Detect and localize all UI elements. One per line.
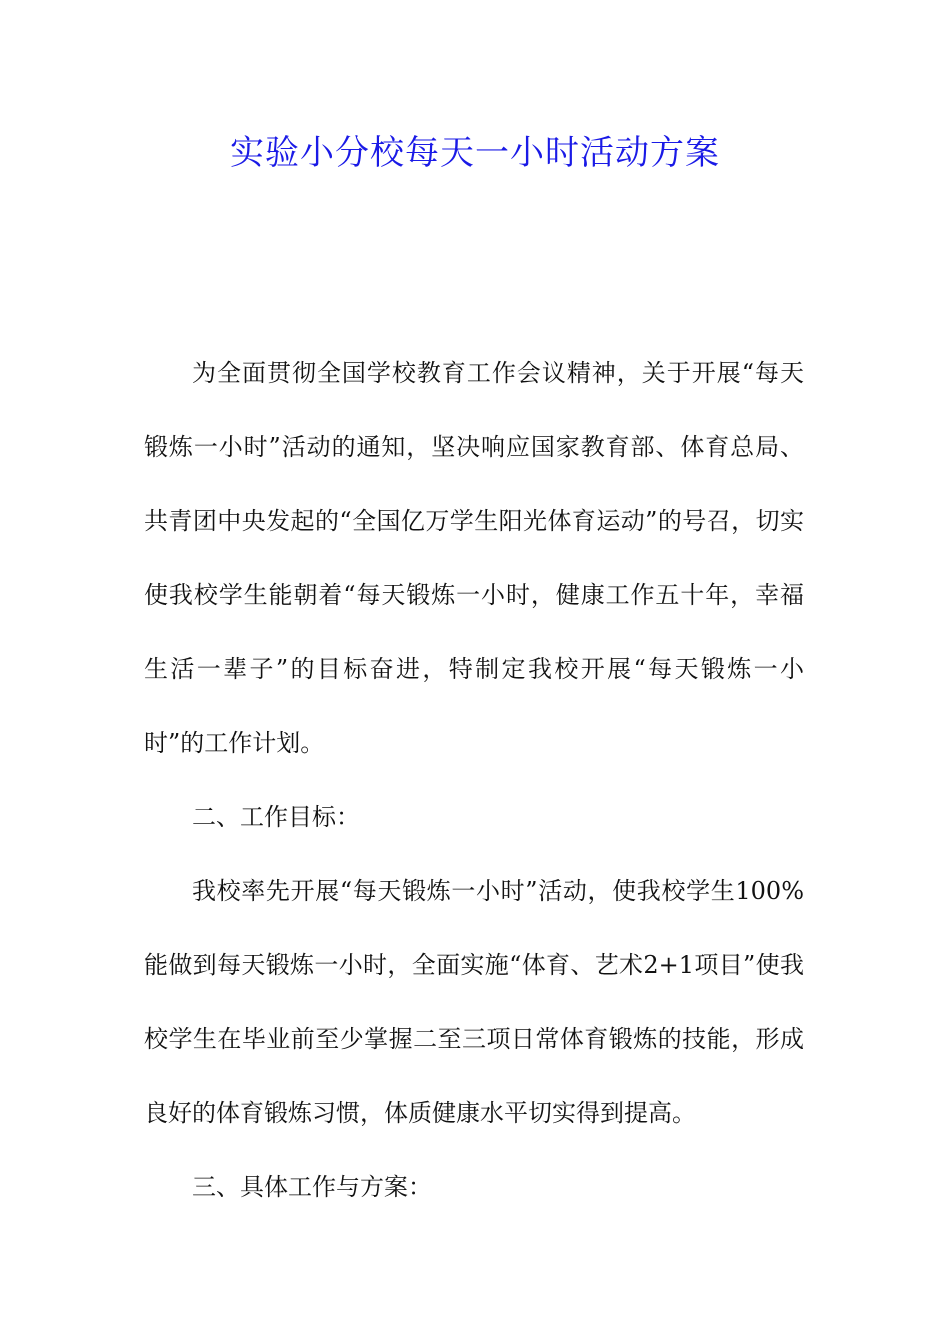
document-title: 实验小分校每天一小时活动方案	[230, 133, 720, 173]
intro-paragraph: 为全面贯彻全国学校教育工作会议精神，关于开展“每天锻炼一小时”活动的通知，坚决响应国家教育部、体育总局、共青团中央发起的“全国亿万学生阳光体育运动”的号召，切实使我校学生能朝着“每天锻炼一小时，健康工作五十年，幸福生活一辈子”的目标奋进，特制定我校开展“每天锻炼一小时”的工作计划。	[144, 359, 804, 757]
section-heading-plan: 三、具体工作与方案：	[192, 1173, 432, 1201]
goals-paragraph: 我校率先开展“每天锻炼一小时”活动，使我校学生100%能做到每天锻炼一小时，全面实施“体育、艺术2+1项目”使我校学生在毕业前至少掌握二至三项日常体育锻炼的技能，形成良好的体育锻炼习惯，体质健康水平切实得到提高。	[144, 877, 804, 1127]
document-body	[144, 336, 804, 1224]
section-heading-goals: 二、工作目标：	[192, 803, 360, 831]
